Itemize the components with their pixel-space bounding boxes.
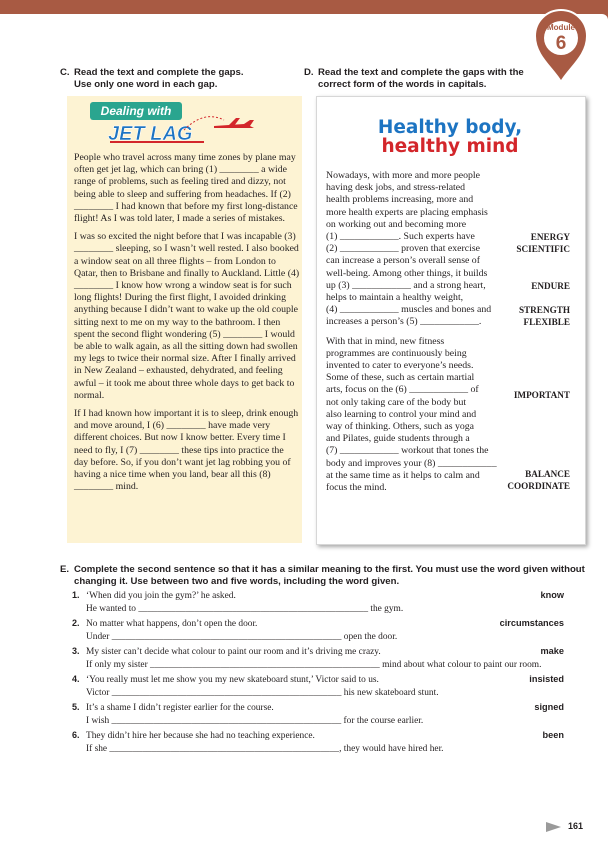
item-key-word: signed (534, 702, 564, 712)
item-second-sentence: If only my sister _________________________________________________ mind about what colour to paint our room. (86, 660, 542, 670)
airplane-icon (214, 118, 254, 128)
healthy-body-title: Healthy body, healthy mind (377, 117, 523, 157)
capital-word: STRENGTH (518, 305, 570, 315)
item-first-sentence: My sister can’t decide what colour to paint our room and it’s driving me crazy. (86, 647, 381, 657)
healthy-paragraph-2: With that in mind, new fitness programmes are continuously being invented to cater to everyone’s needs. Some of these, such as certain martial arts, focus on the (6) ____________ of not only taking care of the body but also learning to control your mind and way of thinking. Others, such as yoga and Pilates, guide students through a (7) ____________ workout that tones the body and improves your (8) ____________ at the same time as it helps to calm and focus the mind. (326, 335, 497, 494)
top-banner (0, 0, 608, 22)
capital-word: ENERGY (530, 232, 570, 242)
page-arrow-icon (546, 822, 561, 832)
module-number: 6 (555, 33, 567, 54)
item-first-sentence: They didn’t hire her because she had no teaching experience. (86, 731, 315, 741)
item-second-sentence: If she _________________________________________________, they would have hired her. (86, 744, 444, 754)
item-first-sentence: No matter what happens, don’t open the door. (86, 619, 258, 629)
jet-lag-paragraph-2: I was so excited the night before that I was incapable (3) ________ sleeping, so I wasn’t well rested. I also booked a window seat on all three flights – from London to Qatar, then to Brisbane and finally to Auckland. Little (4) ________ I know how wrong a window seat is for such long flights! During the first flight, I avoided drinking anything because I didn’t want to wake up the old couple sitting next to me on my way to the bathroom. I then spent the second flight wondering (5) ________ I would be able to walk again, as all the sitting down had swollen my legs to twice their normal size. After I finally arrived in New Zealand – exhausted, dehydrated, and feeling awful – it took me about three whole days to get back to normal. (74, 231, 300, 401)
item-first-sentence: ‘When did you join the gym?’ he asked. (86, 591, 236, 601)
module-pin-icon (531, 8, 591, 84)
capital-word: ENDURE (531, 281, 570, 291)
section-d-heading: D. Read the text and complete the gaps with the correct form of the words in capitals. (304, 67, 524, 90)
item-key-word: insisted (529, 674, 564, 684)
section-c-heading: C. Read the text and complete the gaps. Use only one word in each gap. (60, 67, 244, 90)
item-second-sentence: Under _________________________________________________ open the door. (86, 632, 398, 642)
capital-word: COORDINATE (507, 481, 570, 491)
item-second-sentence: Victor _________________________________________________ his new skateboard stunt. (86, 688, 439, 698)
item-key-word: been (542, 730, 564, 740)
item-first-sentence: ‘You really must let me show you my new skateboard stunt,’ Victor said to us. (86, 675, 379, 685)
capital-word: BALANCE (525, 469, 570, 479)
svg-text:Dealing with: Dealing with (100, 104, 172, 118)
jet-lag-paragraph-1: People who travel across many time zones by plane may often get jet lag, which can bring (1) ________ a wide range of problems, such as feeling tired and dizzy, not being able to sleep and suffering from headaches. If (2) ________ I had known that before my first long-distance flight! As I was told later, I made a series of mistakes. (74, 152, 298, 225)
svg-text:JET LAG: JET LAG (108, 123, 193, 145)
item-key-word: make (540, 646, 564, 656)
healthy-body-text (326, 170, 526, 494)
item-key-word: know (540, 590, 564, 600)
healthy-paragraph-1: Nowadays, with more and more people having desk jobs, and stress-related health problems increasing, more and more health experts are placing emphasis on working out and becoming more (1) ____________. Such experts have (2) ____________ proven that exercise can increase a person’s overall sense of well-being. Among other things, it builds up (3) ____________ and a strong heart, helps to maintain a healthy weight, (4) ____________ muscles and bones and increases a person’s (5) ____________. (326, 170, 492, 328)
item-second-sentence: He wanted to _________________________________________________ the gym. (86, 604, 404, 614)
capital-word: FLEXIBLE (523, 317, 570, 327)
capital-word: SCIENTIFIC (516, 244, 570, 254)
section-e-heading: E. Complete the second sentence so that it has a similar meaning to the first. You must use the word given without changing it. Use between two and five words, including the word given. (60, 564, 585, 587)
jet-lag-title-logo (84, 100, 264, 146)
page-number: 161 (568, 821, 584, 831)
module-label: Module (547, 23, 575, 32)
capital-word: IMPORTANT (513, 390, 570, 400)
item-second-sentence: I wish _________________________________________________ for the course earlier. (86, 716, 424, 726)
jet-lag-text (74, 152, 300, 493)
item-first-sentence: It’s a shame I didn’t register earlier for the course. (86, 703, 274, 713)
jet-lag-paragraph-3: If I had known how important it is to sleep, drink enough and move around, I (6) ________ have made very different choices. But now I know better. Every time I need to fly, I (7) ________ these tips into practice the day before. So, if you don’t want jet lag robbing you of having a nice time when you land, bear all this (8) ________ mind. (74, 408, 299, 493)
item-key-word: circumstances (499, 618, 564, 628)
